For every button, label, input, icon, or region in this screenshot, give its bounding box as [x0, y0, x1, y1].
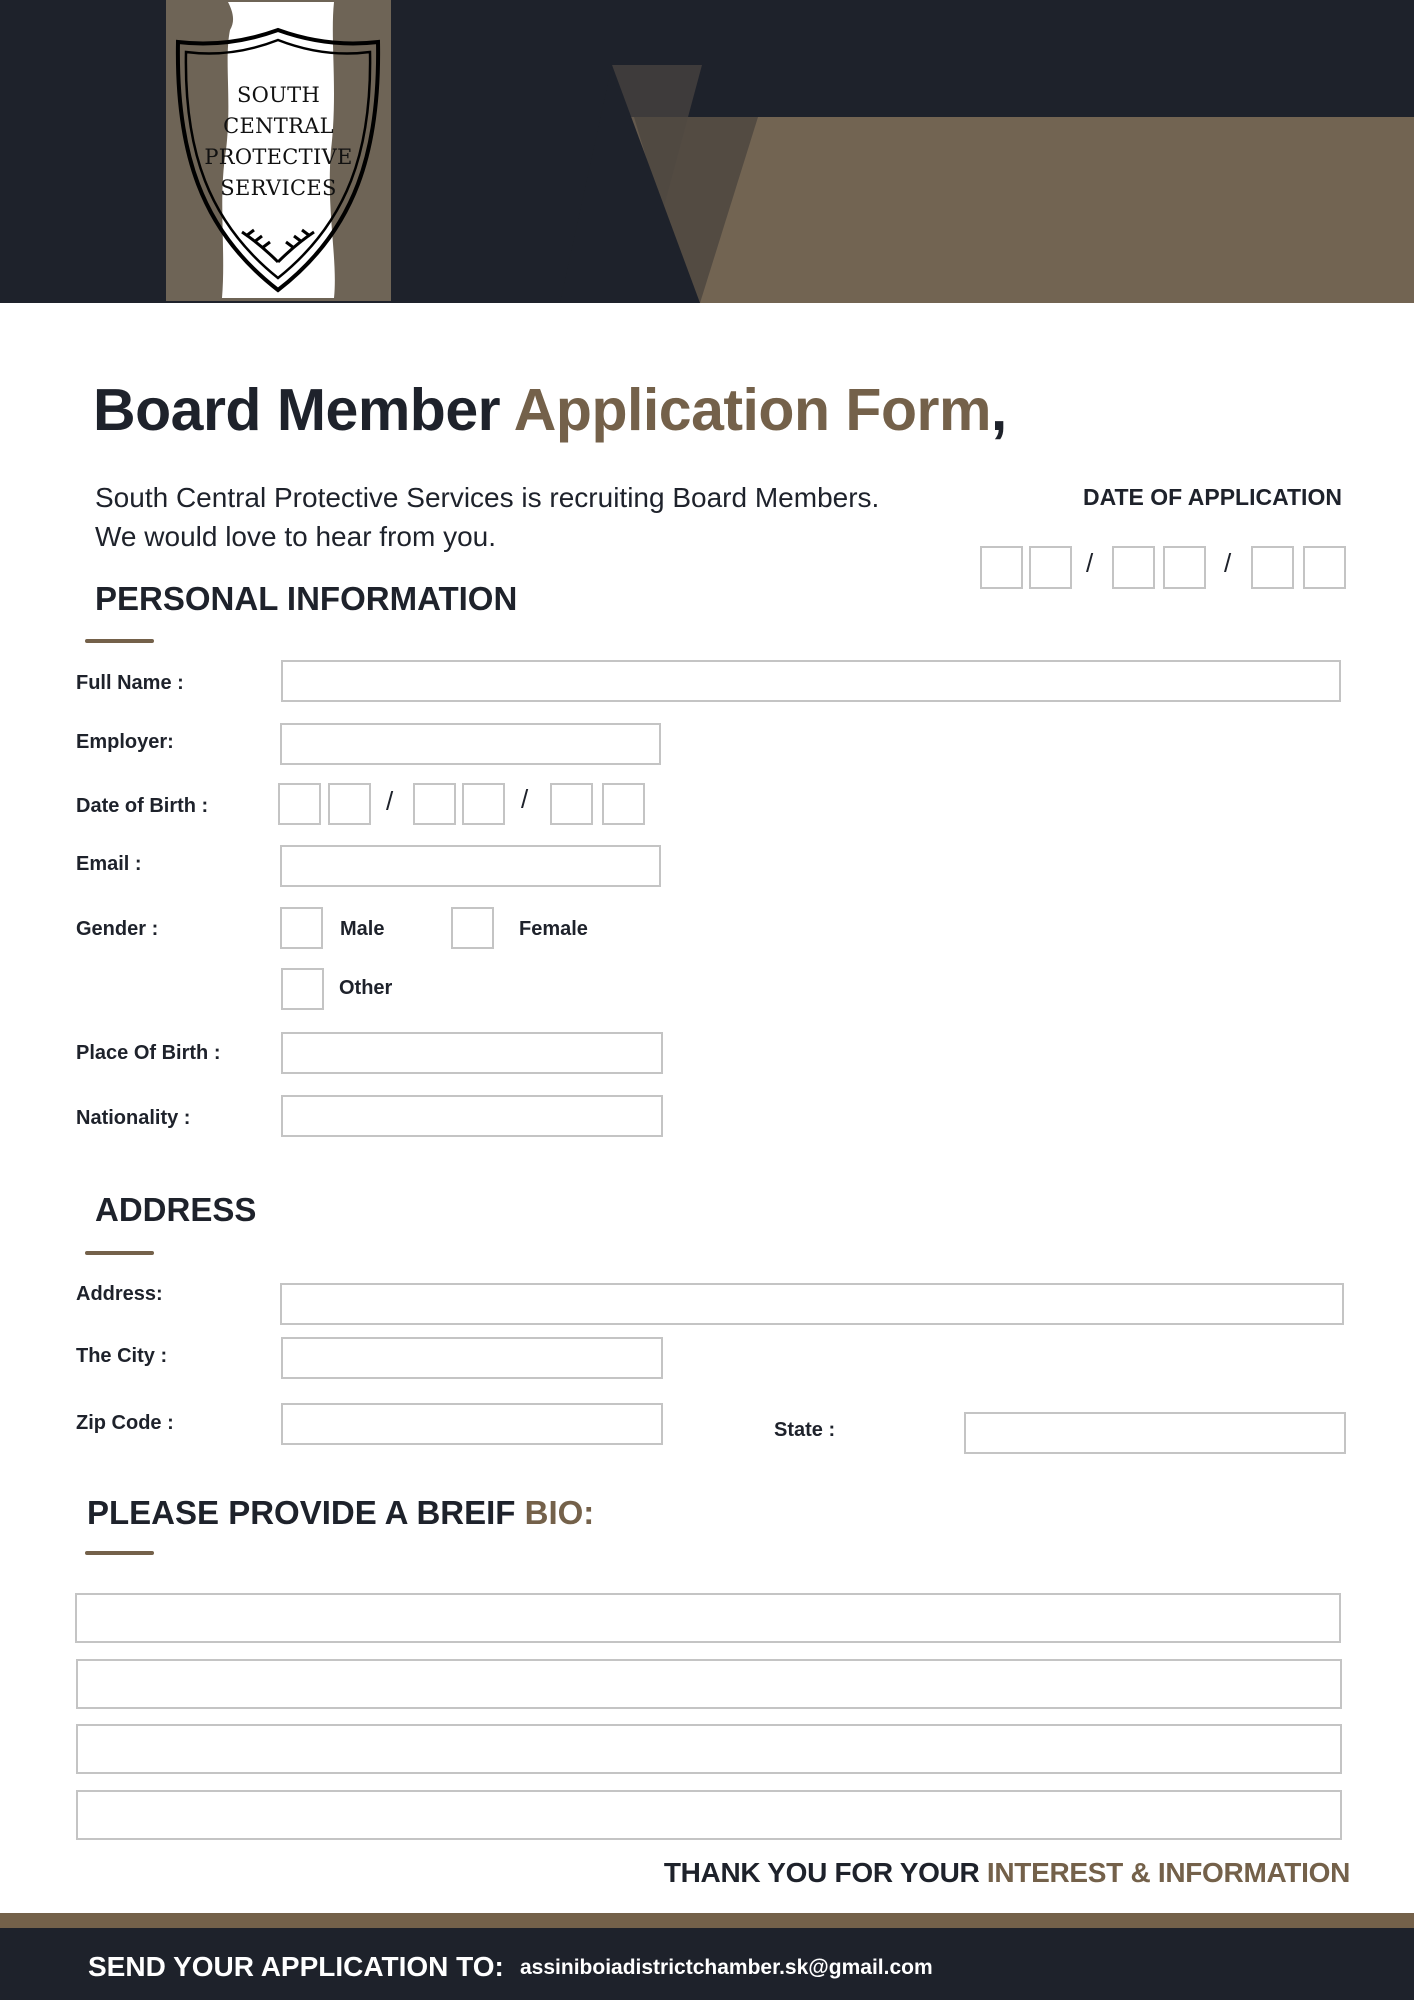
dob-day-digit-1[interactable] [278, 783, 321, 825]
intro-line-1: South Central Protective Services is recruiting Board Members. [95, 482, 880, 513]
dob-month-digit-1[interactable] [413, 783, 456, 825]
address-input[interactable] [280, 1283, 1344, 1325]
footer-accent-band [0, 1913, 1414, 1928]
email-input[interactable] [280, 845, 661, 887]
address-heading: ADDRESS [95, 1191, 257, 1228]
bio-heading-dark: PLEASE PROVIDE A BREIF [87, 1494, 525, 1531]
logo-line: SERVICES [220, 176, 337, 200]
thank-you-message [664, 1857, 1350, 1889]
employer-label: Employer: [76, 731, 174, 753]
bio-line-2[interactable] [76, 1659, 1342, 1709]
bio-line-1[interactable] [75, 1593, 1341, 1643]
title-part-dark: Board Member [93, 377, 514, 443]
dob-day-digit-2[interactable] [328, 783, 371, 825]
date-separator: / [521, 784, 529, 814]
bio-line-4[interactable] [76, 1790, 1342, 1840]
date-of-birth-label: Date of Birth : [76, 795, 209, 817]
state-input[interactable] [964, 1412, 1346, 1454]
employer-input[interactable] [280, 723, 661, 765]
personal-information-heading: PERSONAL INFORMATION [95, 580, 518, 617]
logo-line: CENTRAL [223, 114, 334, 138]
dob-month-digit-2[interactable] [462, 783, 505, 825]
place-of-birth-input[interactable] [281, 1032, 663, 1074]
gender-label: Gender : [76, 918, 159, 940]
page-title [93, 376, 1007, 444]
date-of-application-label: DATE OF APPLICATION [1083, 484, 1342, 510]
full-name-label: Full Name : [76, 672, 184, 694]
title-comma: , [990, 377, 1007, 443]
gender-other-label: Other [339, 977, 393, 999]
city-input[interactable] [281, 1337, 663, 1379]
application-month-digit-1[interactable] [1112, 546, 1155, 589]
title-part-brown: Application Form [513, 377, 991, 443]
bio-heading [87, 1494, 594, 1532]
place-of-birth-label: Place Of Birth : [76, 1042, 221, 1064]
application-year-digit-1[interactable] [1251, 546, 1294, 589]
application-day-digit-2[interactable] [1029, 546, 1072, 589]
gender-male-checkbox[interactable] [280, 907, 323, 949]
logo [166, 0, 391, 301]
gender-female-checkbox[interactable] [451, 907, 494, 949]
address-label: Address: [76, 1283, 163, 1305]
application-year-digit-2[interactable] [1303, 546, 1346, 589]
logo-line: SOUTH [236, 83, 321, 107]
gender-female-label: Female [519, 918, 588, 940]
bio-line-3[interactable] [76, 1724, 1342, 1774]
intro-line-2: We would love to hear from you. [95, 521, 497, 552]
bio-heading-brown: BIO: [524, 1494, 595, 1531]
nationality-input[interactable] [281, 1095, 663, 1137]
thanks-part-dark: THANK YOU FOR YOUR [663, 1857, 987, 1888]
header-banner [0, 0, 1414, 303]
zip-code-input[interactable] [281, 1403, 663, 1445]
date-separator: / [1086, 548, 1094, 578]
send-application-label: SEND YOUR APPLICATION TO: [88, 1951, 504, 1982]
heading-underline [85, 1551, 154, 1555]
state-label: State : [774, 1419, 836, 1441]
date-separator: / [1224, 548, 1232, 578]
email-label: Email : [76, 853, 142, 875]
heading-underline [85, 1251, 154, 1255]
gender-male-label: Male [340, 918, 385, 940]
contact-email-link[interactable]: assiniboiadistrictchamber.sk@gmail.com [520, 1956, 933, 1979]
logo-text [166, 80, 391, 204]
date-separator: / [386, 786, 394, 816]
city-label: The City : [76, 1345, 168, 1367]
dob-year-digit-2[interactable] [602, 783, 645, 825]
dob-year-digit-1[interactable] [550, 783, 593, 825]
intro-text [95, 478, 879, 556]
application-day-digit-1[interactable] [980, 546, 1023, 589]
thanks-part-brown: INTEREST & INFORMATION [986, 1857, 1350, 1888]
full-name-input[interactable] [281, 660, 1341, 702]
nationality-label: Nationality : [76, 1107, 191, 1129]
gender-other-checkbox[interactable] [281, 968, 324, 1010]
application-month-digit-2[interactable] [1163, 546, 1206, 589]
zip-code-label: Zip Code : [76, 1412, 174, 1434]
heading-underline [85, 639, 154, 643]
logo-line: PROTECTIVE [204, 145, 353, 169]
